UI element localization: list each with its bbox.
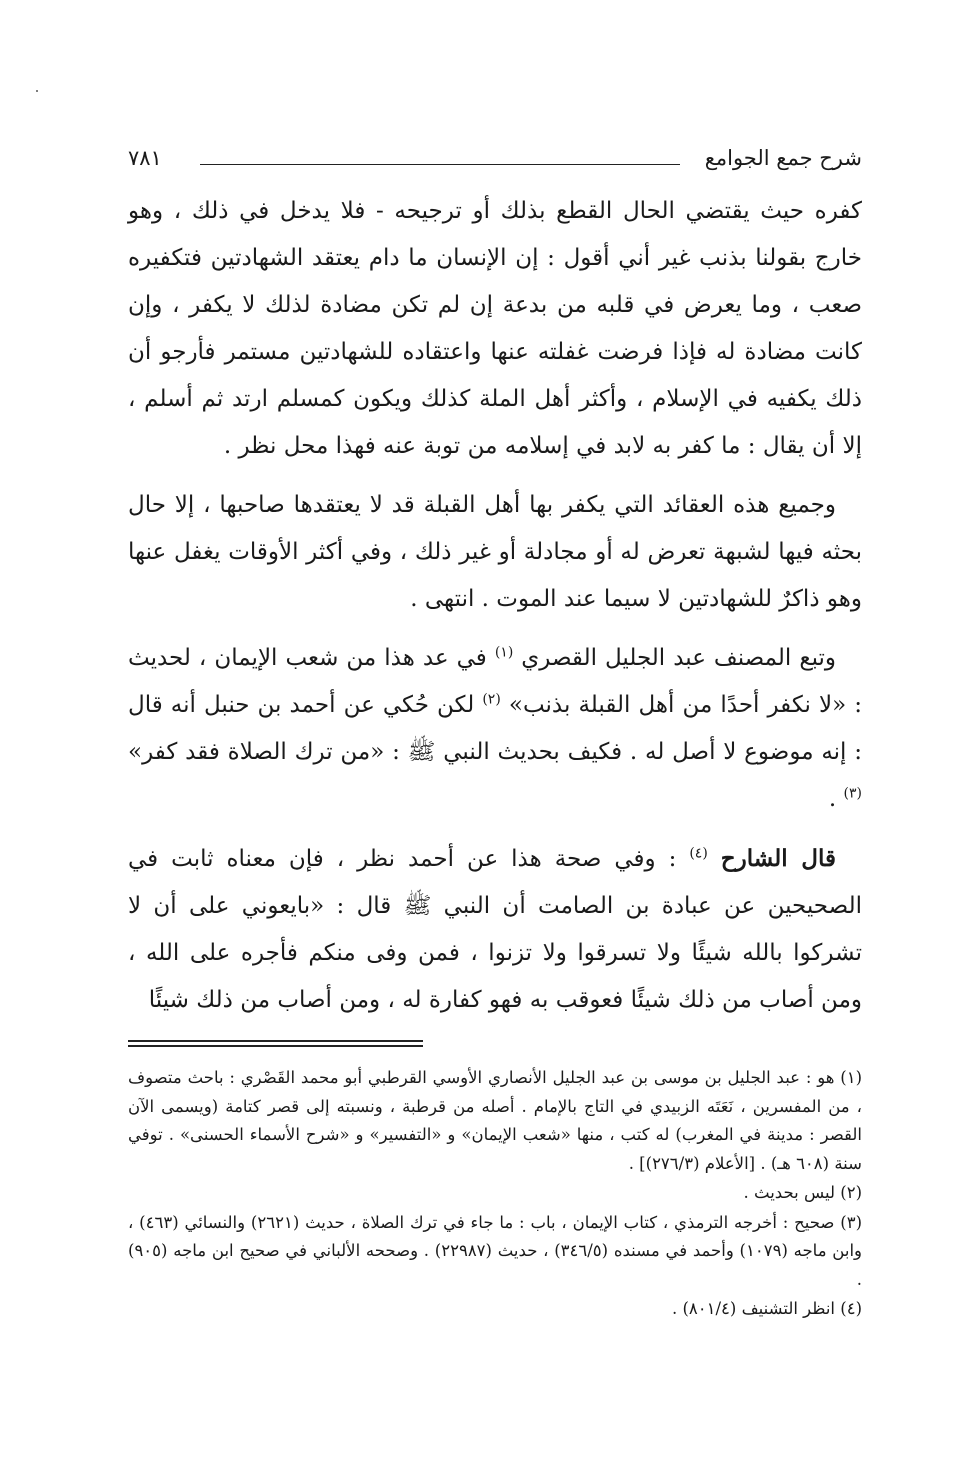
footnote-2: (٢) ليس بحديث .: [743, 1183, 862, 1202]
paragraph-3-part-a: وتبع المصنف عبد الجليل القصري: [521, 645, 837, 671]
body-text: [128, 188, 862, 1024]
footnote-ref-4[interactable]: (٤): [689, 845, 708, 862]
paragraph-2: وجميع هذه العقائد التي يكفر بها أهل القبلة قد لا يعتقدها صاحبها ، إلا حال بحثه فيها لشبهة تعرض له أو مجادلة أو غير ذلك ، وفي أكثر الأوقات يغفل عنها وهو ذاكرٌ للشهادتين لا سيما عند الموت . انتهى .: [128, 492, 862, 612]
paragraph-3: [128, 635, 862, 823]
footnote-1: (١) هو : عبد الجليل بن موسى بن عبد الجليل الأنصاري الأوسي القرطبي أبو محمد القَصْري : باحث متصوف ، من المفسرين ، نَعَتَه الزبيدي في التاج بالإمام . أصله من قرطبة ، ونسبته إلى قصر كتامة (ويسمى الآن القصر : مدينة في المغرب) له كتب ، منها «شعب الإيمان» و «التفسير» و «شرح الأسماء الحسنى» . توفي سنة (٦٠٨ هـ) . [الأعلام (٢٧٦/٣)] .: [128, 1068, 862, 1173]
footnote-3: (٣) صحيح : أخرجه الترمذي ، كتاب الإيمان ، باب : ما جاء في ترك الصلاة ، حديث (٢٦٢١) والنسائي (٤٦٣) ، وابن ماجه (١٠٧٩) وأحمد في مسنده (٣٤٦/٥) ، حديث (٢٢٩٨٧) . وصححه الألباني في صحيح ابن ماجه (٩٠٥) .: [128, 1212, 862, 1289]
scan-speck: [36, 90, 38, 92]
paragraph-4-lead: قال الشارح: [720, 845, 837, 872]
footnote-4: (٤) انظر التشنيف (٨٠١/٤) .: [671, 1299, 862, 1318]
header-title: شرح جمع الجوامع: [704, 146, 862, 170]
paragraph-3-part-c: لكن حُكي عن أحمد بن حنبل أنه قال : إنه موضوع لا أصل له . فكيف بحديث النبي ﷺ : «من ترك الصلاة فقد كفر»: [128, 692, 862, 765]
footnote-ref-1[interactable]: (١): [494, 644, 514, 661]
paragraph-4: [128, 835, 862, 1024]
footnote-ref-3[interactable]: (٣): [843, 785, 862, 802]
footnote-separator: [128, 1040, 862, 1048]
paragraph-4-text: : وفي صحة هذا عن أحمد نظر ، فإن معناه ثابت في الصحيحين عن عبادة بن الصامت أن النبي ﷺ قال : «بايعوني على أن لا تشركوا بالله شيئًا ولا تسرقوا ولا تزنوا ، فمن وفى منكم فأجره على الله ، ومن أصاب من ذلك شيئًا فعوقب به فهو كفارة له ، ومن أصاب من ذلك شيئًا: [128, 846, 862, 1013]
paragraph-3-part-d: .: [828, 786, 837, 812]
paragraph-1: كفره حيث يقتضي الحال القطع بذلك أو ترجيحه - فلا يدخل في ذلك ، وهو خارج بقولنا بذنب غير أني أقول : إن الإنسان ما دام يعتقد الشهادتين فتكفيره صعب ، وما يعرض في قلبه من بدعة إن لم تكن مضادة لذلك لا يكفر ، وإن كانت مضادة له فإذا فرضت غفلته عنها واعتقاده للشهادتين مستمر فأرجو أن ذلك يكفيه في الإسلام ، وأكثر أهل الملة كذلك ويكون كمسلم ارتد ثم أسلم ، إلا أن يقال : ما كفر به لابد في إسلامه من توبة عنه فهذا محل نظر .: [128, 198, 862, 459]
header-rule: [200, 164, 680, 165]
page-main: [128, 140, 862, 1036]
page-number: ٧٨١: [128, 146, 162, 170]
running-header: [128, 140, 862, 180]
footnotes: [128, 1064, 862, 1325]
paragraph-3-part-b: في عد هذا من شعب الإيمان ، لحديث : «لا نكفر أحدًا من أهل القبلة بذنب»: [128, 645, 862, 718]
footnote-ref-2[interactable]: (٢): [482, 691, 501, 708]
separator-line-top: [128, 1040, 423, 1042]
separator-line-bottom: [128, 1045, 423, 1047]
